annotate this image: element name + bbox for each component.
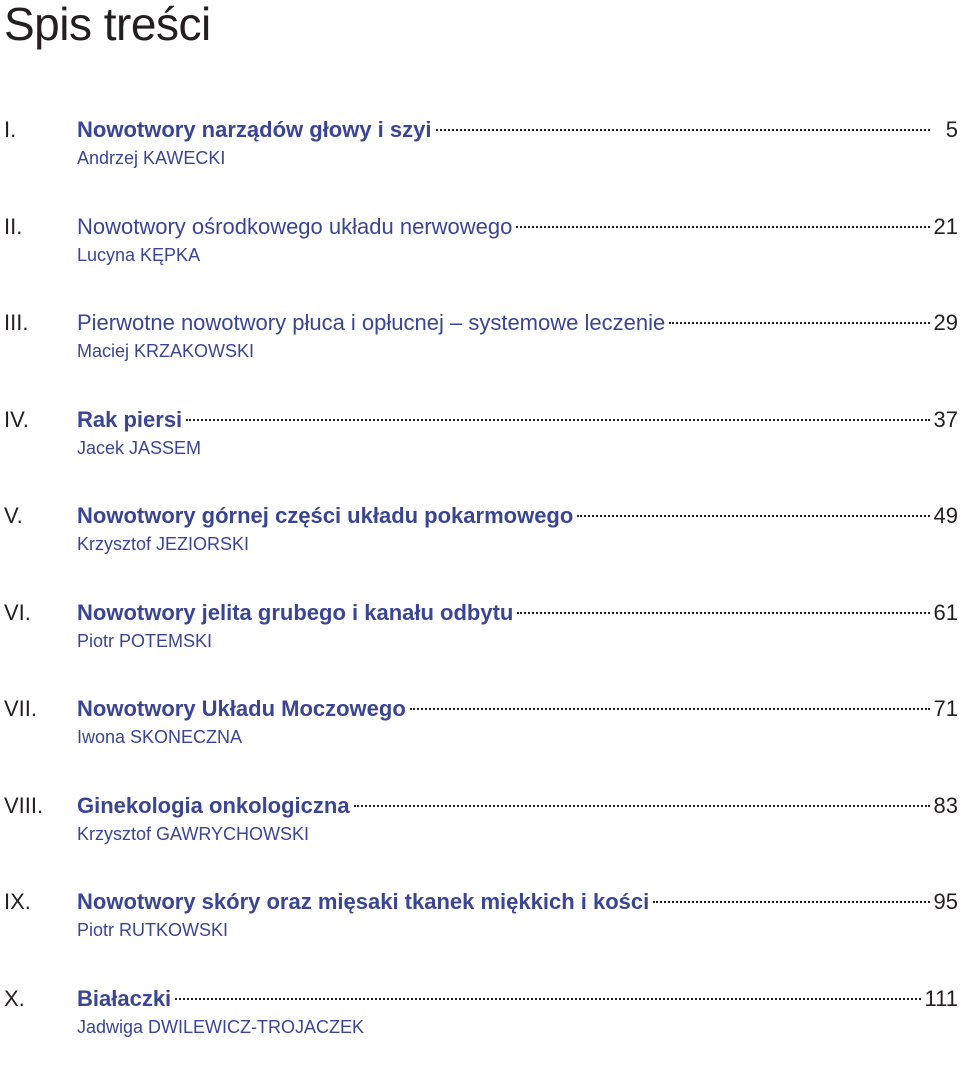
chapter-title[interactable]: Rak piersi — [77, 404, 182, 436]
page-number[interactable]: 95 — [934, 886, 958, 918]
toc-entry-line — [0, 211, 958, 243]
toc-entry-line — [0, 693, 958, 725]
page-number[interactable]: 49 — [934, 500, 958, 532]
page-number[interactable]: 37 — [934, 404, 958, 436]
page-number[interactable]: 71 — [934, 693, 958, 725]
chapter-author: Iwona SKONECZNA — [77, 725, 242, 749]
dot-leader — [436, 128, 931, 131]
chapter-numeral: I. — [0, 114, 77, 146]
chapter-author: Jacek JASSEM — [77, 436, 201, 460]
table-of-contents — [0, 114, 960, 1079]
dot-leader — [516, 225, 929, 228]
page-number[interactable]: 29 — [934, 307, 958, 339]
chapter-title[interactable]: Nowotwory górnej części układu pokarmowego — [77, 500, 573, 532]
chapter-title[interactable]: Białaczki — [77, 983, 171, 1015]
chapter-author: Andrzej KAWECKI — [77, 146, 225, 170]
toc-entry[interactable] — [0, 693, 960, 790]
chapter-author: Krzysztof JEZIORSKI — [77, 532, 249, 556]
toc-entry-line — [0, 500, 958, 532]
chapter-numeral: VI. — [0, 597, 77, 629]
toc-entry[interactable] — [0, 597, 960, 694]
toc-entry[interactable] — [0, 983, 960, 1079]
toc-entry[interactable] — [0, 500, 960, 597]
chapter-title[interactable]: Ginekologia onkologiczna — [77, 790, 350, 822]
dot-leader — [175, 997, 920, 1000]
toc-entry[interactable] — [0, 404, 960, 501]
chapter-numeral: VII. — [0, 693, 77, 725]
toc-entry-line — [0, 597, 958, 629]
toc-entry-line — [0, 404, 958, 436]
page-number[interactable]: 111 — [925, 983, 958, 1015]
dot-leader — [410, 707, 930, 710]
page-number[interactable]: 5 — [934, 114, 958, 146]
dot-leader — [354, 804, 930, 807]
chapter-author: Lucyna KĘPKA — [77, 243, 200, 267]
page-number[interactable]: 21 — [934, 211, 958, 243]
dot-leader — [186, 418, 929, 421]
toc-entry-line — [0, 886, 958, 918]
dot-leader — [517, 611, 929, 614]
dot-leader — [653, 900, 929, 903]
toc-entry[interactable] — [0, 886, 960, 983]
chapter-numeral: IX. — [0, 886, 77, 918]
chapter-title[interactable]: Pierwotne nowotwory płuca i opłucnej – systemowe leczenie — [77, 307, 665, 339]
chapter-title[interactable]: Nowotwory ośrodkowego układu nerwowego — [77, 211, 512, 243]
chapter-numeral: X. — [0, 983, 77, 1015]
chapter-author: Krzysztof GAWRYCHOWSKI — [77, 822, 309, 846]
toc-entry-line — [0, 790, 958, 822]
page-number[interactable]: 61 — [934, 597, 958, 629]
dot-leader — [577, 514, 929, 517]
chapter-author: Piotr POTEMSKI — [77, 629, 212, 653]
chapter-title[interactable]: Nowotwory narządów głowy i szyi — [77, 114, 432, 146]
chapter-numeral: II. — [0, 211, 77, 243]
chapter-author: Maciej KRZAKOWSKI — [77, 339, 254, 363]
toc-entry-line — [0, 114, 958, 146]
page-number[interactable]: 83 — [934, 790, 958, 822]
toc-entry[interactable] — [0, 307, 960, 404]
page-title: Spis treści — [4, 0, 211, 52]
chapter-numeral: VIII. — [0, 790, 77, 822]
chapter-author: Piotr RUTKOWSKI — [77, 918, 228, 942]
chapter-title[interactable]: Nowotwory jelita grubego i kanału odbytu — [77, 597, 513, 629]
chapter-numeral: V. — [0, 500, 77, 532]
chapter-author: Jadwiga DWILEWICZ-TROJACZEK — [77, 1015, 364, 1039]
chapter-numeral: III. — [0, 307, 77, 339]
toc-entry[interactable] — [0, 790, 960, 887]
chapter-numeral: IV. — [0, 404, 77, 436]
toc-entry[interactable] — [0, 114, 960, 211]
chapter-title[interactable]: Nowotwory skóry oraz mięsaki tkanek miękkich i kości — [77, 886, 649, 918]
toc-entry-line — [0, 307, 958, 339]
chapter-title[interactable]: Nowotwory Układu Moczowego — [77, 693, 406, 725]
dot-leader — [669, 321, 929, 324]
toc-entry-line — [0, 983, 958, 1015]
toc-entry[interactable] — [0, 211, 960, 308]
